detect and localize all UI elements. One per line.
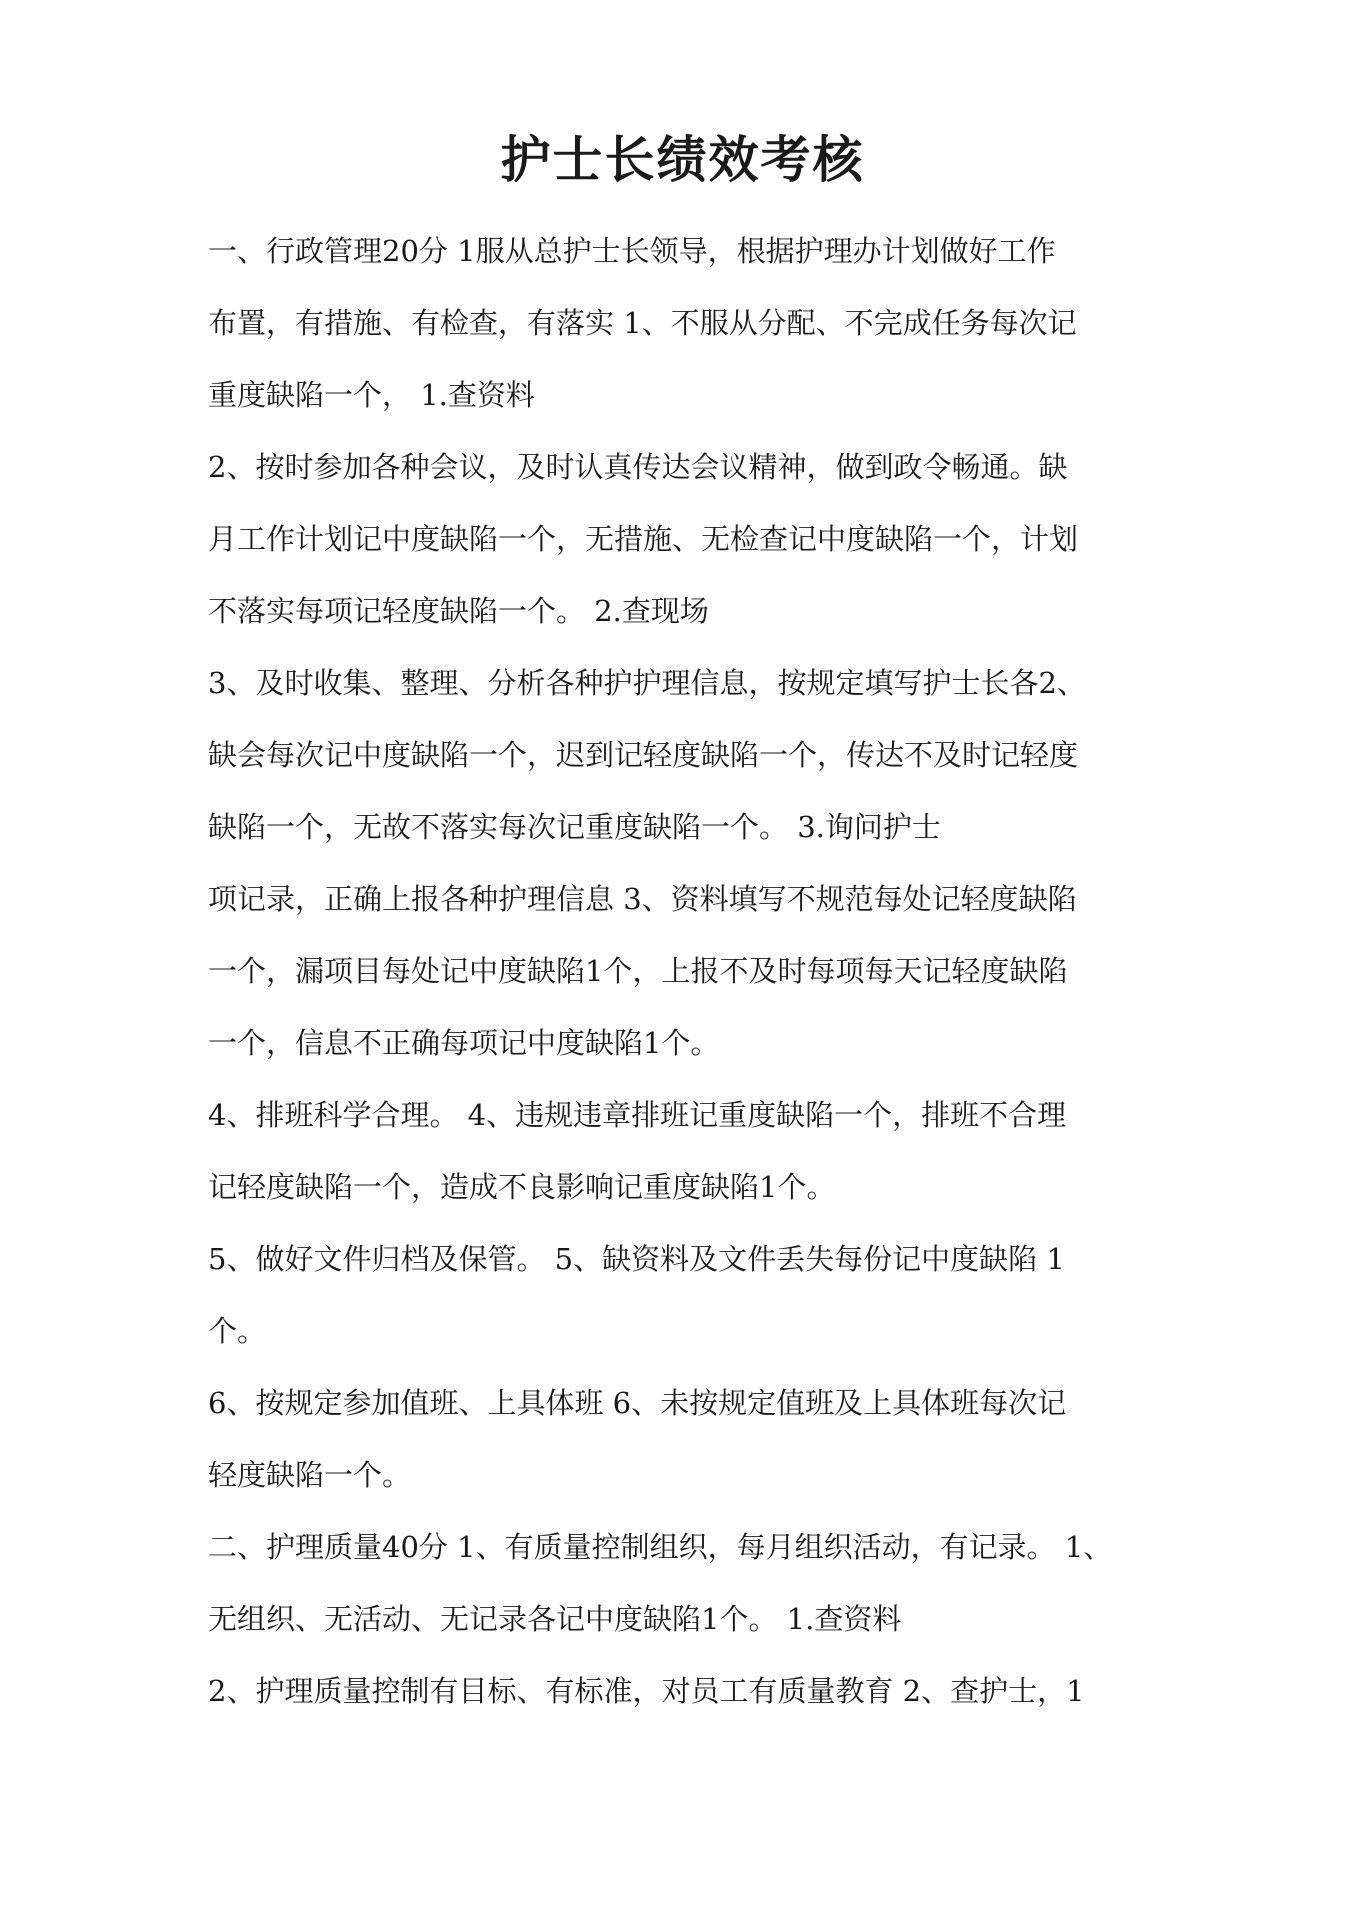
text-line: 个。	[208, 1314, 267, 1348]
text-line: 重度缺陷一个， 1.查资料	[208, 378, 535, 412]
text-line: 轻度缺陷一个。	[208, 1458, 412, 1492]
text-line: 6、按规定参加值班、上具体班 6、未按规定值班及上具体班每次记	[208, 1386, 1067, 1420]
text-line: 一个，漏项目每处记中度缺陷1个，上报不及时每项每天记轻度缺陷	[208, 954, 1068, 988]
text-line: 记轻度缺陷一个，造成不良影响记重度缺陷1个。	[208, 1170, 836, 1204]
text-line: 月工作计划记中度缺陷一个，无措施、无检查记中度缺陷一个，计划	[208, 522, 1079, 556]
text-line: 无组织、无活动、无记录各记中度缺陷1个。 1.查资料	[208, 1602, 902, 1636]
text-line: 3、及时收集、整理、分析各种护护理信息，按规定填写护士长各2、	[208, 666, 1086, 700]
text-line: 不落实每项记轻度缺陷一个。 2.查现场	[208, 594, 709, 628]
text-line: 一、行政管理20分 1服从总护士长领导，根据护理办计划做好工作	[208, 234, 1056, 268]
text-line: 项记录，正确上报各种护理信息 3、资料填写不规范每处记轻度缺陷	[208, 882, 1077, 916]
document-title: 护士长绩效考核	[500, 130, 865, 189]
text-line: 布置，有措施、有检查，有落实 1、不服从分配、不完成任务每次记	[208, 306, 1077, 340]
text-line: 4、排班科学合理。 4、违规违章排班记重度缺陷一个，排班不合理	[208, 1098, 1067, 1132]
text-line: 缺会每次记中度缺陷一个，迟到记轻度缺陷一个，传达不及时记轻度	[208, 738, 1079, 772]
text-line: 2、护理质量控制有目标、有标准，对员工有质量教育 2、查护士，1	[208, 1674, 1085, 1708]
text-line: 二、护理质量40分 1、有质量控制组织，每月组织活动，有记录。 1、	[208, 1530, 1113, 1564]
text-line: 2、按时参加各种会议，及时认真传达会议精神，做到政令畅通。缺	[208, 450, 1068, 484]
text-line: 5、做好文件归档及保管。 5、缺资料及文件丢失每份记中度缺陷 1	[208, 1242, 1065, 1276]
document-body	[208, 215, 1188, 1727]
text-line: 缺陷一个，无故不落实每次记重度缺陷一个。 3.询问护士	[208, 810, 941, 844]
text-line: 一个，信息不正确每项记中度缺陷1个。	[208, 1026, 720, 1060]
